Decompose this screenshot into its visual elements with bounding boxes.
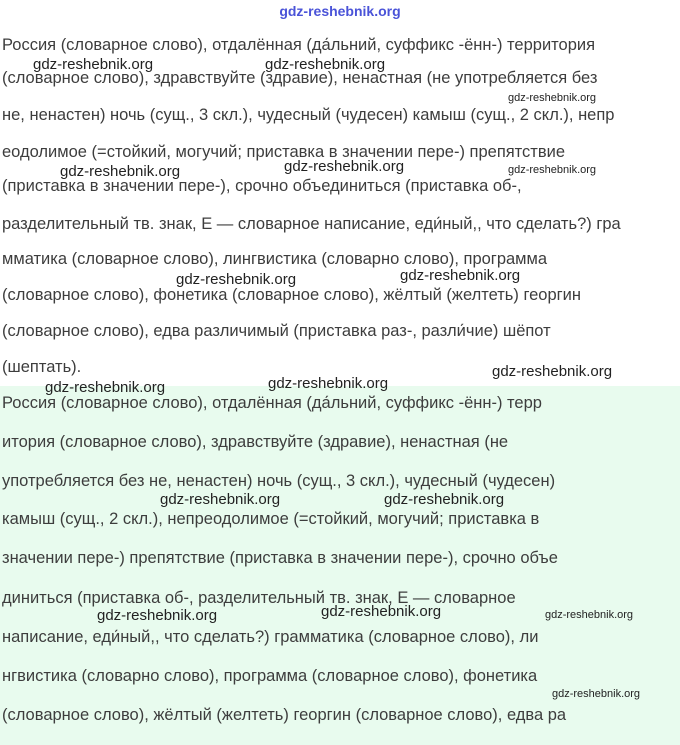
text-line: Россия (словарное слово), отдалённая (да́льний, суффикс -ённ-) территория (2, 36, 596, 54)
text-line: еодолимое (=стойкий, могучий; приставка в значении пере-) препятствие (2, 143, 566, 161)
text-line: употребляется без не, ненастен) ночь (сущ., 3 скл.), чудесный (чудесен) (2, 472, 556, 490)
watermark: gdz-reshebnik.org (97, 607, 218, 624)
text-line: (словарное слово), жёлтый (желтеть) георгин (словарное слово), едва ра (2, 706, 567, 724)
watermark: gdz-reshebnik.org (160, 491, 281, 508)
watermark: gdz-reshebnik.org (176, 271, 297, 288)
text-line: (приставка в значении пере-), срочно объединиться (приставка об-, (2, 177, 522, 195)
watermark: gdz-reshebnik.org (552, 688, 641, 700)
watermark: gdz-reshebnik.org (33, 56, 154, 73)
text-line: разделительный тв. знак, Е — словарное написание, еди́ный,, что сделать?) гра (2, 215, 621, 233)
answer-block-1 (0, 24, 680, 386)
watermark: gdz-reshebnik.org (45, 379, 166, 396)
watermark: gdz-reshebnik.org (492, 363, 613, 380)
text-line: написание, еди́ный,, что сделать?) грамматика (словарное слово), ли (2, 628, 539, 646)
text-line: итория (словарное слово), здравствуйте (здравие), ненастная (не (2, 433, 509, 451)
text-line: значении пере-) препятствие (приставка в значении пере-), срочно объе (2, 549, 558, 567)
text-line: не, ненастен) ночь (сущ., 3 скл.), чудесный (чудесен) камыш (сущ., 2 скл.), непр (2, 106, 615, 124)
text-line: (словарное слово), фонетика (словарное слово), жёлтый (желтеть) георгин (2, 286, 581, 304)
watermark: gdz-reshebnik.org (508, 92, 597, 104)
text-line: Россия (словарное слово), отдалённая (да́льний, суффикс -ённ-) терр (2, 394, 542, 412)
watermark: gdz-reshebnik.org (265, 56, 386, 73)
watermark: gdz-reshebnik.org (321, 603, 442, 620)
watermark: gdz-reshebnik.org (400, 267, 521, 284)
text-line: (шептать). (2, 358, 82, 376)
text-line: нгвистика (словарно слово), программа (словарное слово), фонетика (2, 667, 538, 685)
watermark: gdz-reshebnik.org (284, 158, 405, 175)
watermark: gdz-reshebnik.org (545, 609, 634, 621)
site-header: gdz-reshebnik.org (279, 3, 401, 19)
watermark: gdz-reshebnik.org (60, 163, 181, 180)
watermark: gdz-reshebnik.org (508, 164, 597, 176)
text-line: (словарное слово), здравствуйте (здравие), ненастная (не употребляется без (2, 69, 598, 87)
text-line: мматика (словарное слово), лингвистика (словарно слово), программа (2, 250, 548, 268)
text-line: диниться (приставка об-, разделительный тв. знак, Е — словарное (2, 589, 516, 607)
watermark: gdz-reshebnik.org (268, 375, 389, 392)
watermark: gdz-reshebnik.org (384, 491, 505, 508)
text-line: (словарное слово), едва различимый (приставка раз-, разли́чие) шёпот (2, 322, 551, 340)
text-line: камыш (сущ., 2 скл.), непреодолимое (=стойкий, могучий; приставка в (2, 510, 540, 528)
